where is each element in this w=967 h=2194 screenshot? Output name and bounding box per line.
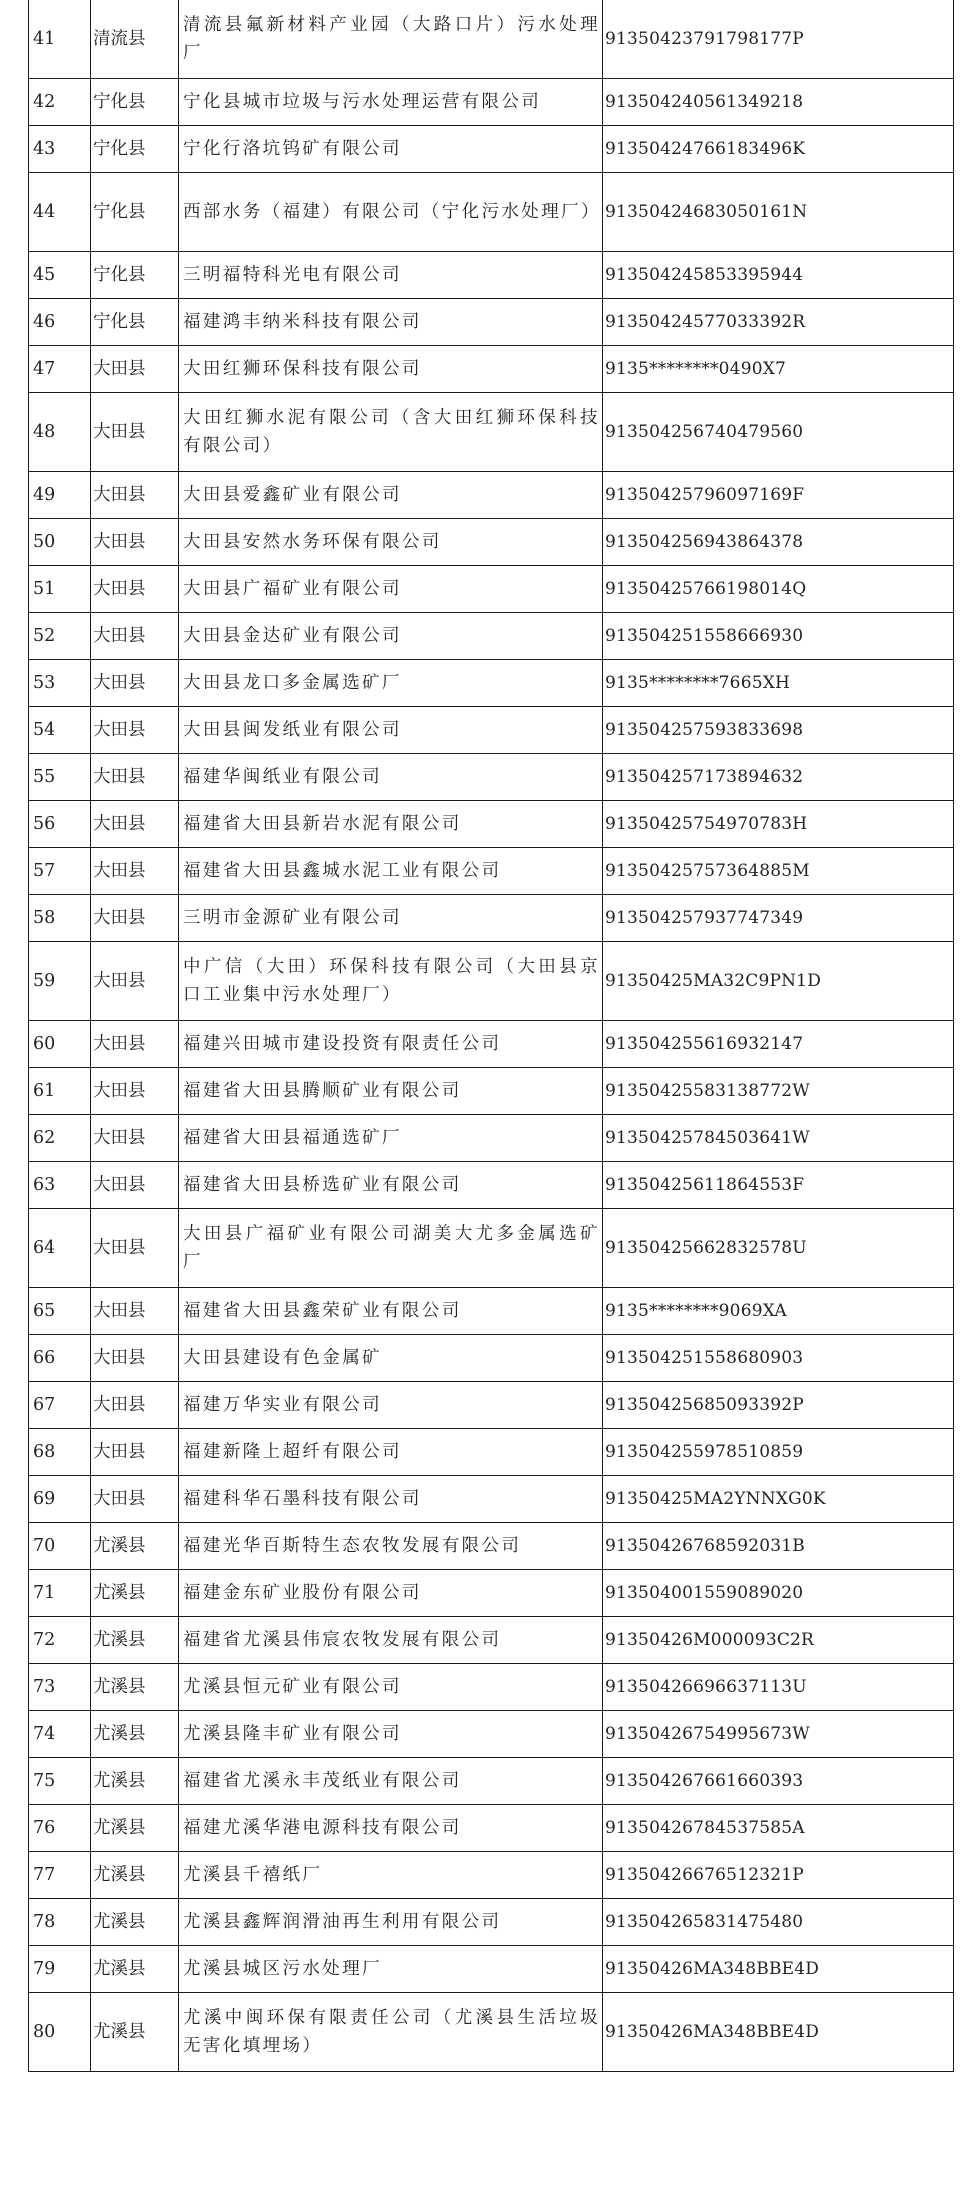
table-row	[29, 1288, 954, 1335]
company-name-cell: 福建省大田县桥选矿业有限公司	[179, 1162, 603, 1209]
county-cell: 大田县	[91, 660, 179, 707]
row-number-cell: 43	[29, 126, 91, 173]
credit-code-cell: 9135********0490X7	[603, 346, 954, 393]
county-cell: 大田县	[91, 1476, 179, 1523]
row-number-cell: 63	[29, 1162, 91, 1209]
county-cell: 大田县	[91, 472, 179, 519]
company-name-cell: 福建省大田县腾顺矿业有限公司	[179, 1068, 603, 1115]
county-cell: 大田县	[91, 566, 179, 613]
table-row	[29, 1852, 954, 1899]
row-number-cell: 44	[29, 173, 91, 252]
table-row	[29, 1115, 954, 1162]
county-cell: 宁化县	[91, 299, 179, 346]
county-cell: 大田县	[91, 1115, 179, 1162]
row-number-cell: 67	[29, 1382, 91, 1429]
company-name-cell: 尤溪县千禧纸厂	[179, 1852, 603, 1899]
table-row	[29, 1335, 954, 1382]
credit-code-cell: 913504265831475480	[603, 1899, 954, 1946]
table-row	[29, 1570, 954, 1617]
company-name-cell: 福建鸿丰纳米科技有限公司	[179, 299, 603, 346]
row-number-cell: 61	[29, 1068, 91, 1115]
credit-code-cell: 91350425611864553F	[603, 1162, 954, 1209]
row-number-cell: 45	[29, 252, 91, 299]
row-number-cell: 60	[29, 1021, 91, 1068]
credit-code-cell: 913504257937747349	[603, 895, 954, 942]
row-number-cell: 58	[29, 895, 91, 942]
county-cell: 尤溪县	[91, 1570, 179, 1617]
row-number-cell: 55	[29, 754, 91, 801]
table-row	[29, 252, 954, 299]
table-row	[29, 1021, 954, 1068]
county-cell: 大田县	[91, 1209, 179, 1288]
credit-code-cell: 91350426MA348BBE4D	[603, 1993, 954, 2072]
row-number-cell: 72	[29, 1617, 91, 1664]
credit-code-cell: 913504245853395944	[603, 252, 954, 299]
table-row	[29, 754, 954, 801]
table-row	[29, 848, 954, 895]
credit-code-cell: 9135********7665XH	[603, 660, 954, 707]
table-row	[29, 126, 954, 173]
credit-code-cell: 913504240561349218	[603, 79, 954, 126]
credit-code-cell: 91350425766198014Q	[603, 566, 954, 613]
table-row	[29, 707, 954, 754]
table-row	[29, 79, 954, 126]
credit-code-cell: 91350426MA348BBE4D	[603, 1946, 954, 1993]
credit-code-cell: 91350424683050161N	[603, 173, 954, 252]
row-number-cell: 75	[29, 1758, 91, 1805]
credit-code-cell: 913504001559089020	[603, 1570, 954, 1617]
table-row	[29, 173, 954, 252]
credit-code-cell: 91350424577033392R	[603, 299, 954, 346]
credit-code-cell: 91350424766183496K	[603, 126, 954, 173]
company-name-cell: 大田县广福矿业有限公司	[179, 566, 603, 613]
table-row	[29, 1476, 954, 1523]
credit-code-cell: 913504251558666930	[603, 613, 954, 660]
credit-code-cell: 913504257173894632	[603, 754, 954, 801]
company-name-cell: 大田县建设有色金属矿	[179, 1335, 603, 1382]
row-number-cell: 69	[29, 1476, 91, 1523]
row-number-cell: 62	[29, 1115, 91, 1162]
county-cell: 大田县	[91, 754, 179, 801]
company-name-cell: 宁化县城市垃圾与污水处理运营有限公司	[179, 79, 603, 126]
table-row	[29, 1382, 954, 1429]
credit-code-cell: 913504255616932147	[603, 1021, 954, 1068]
county-cell: 大田县	[91, 1021, 179, 1068]
company-name-cell: 福建华闽纸业有限公司	[179, 754, 603, 801]
credit-code-cell: 91350425757364885M	[603, 848, 954, 895]
company-name-cell: 大田红狮环保科技有限公司	[179, 346, 603, 393]
county-cell: 大田县	[91, 519, 179, 566]
table-row	[29, 346, 954, 393]
row-number-cell: 71	[29, 1570, 91, 1617]
company-name-cell: 清流县氟新材料产业园（大路口片）污水处理厂	[179, 0, 603, 79]
row-number-cell: 41	[29, 0, 91, 79]
county-cell: 尤溪县	[91, 1899, 179, 1946]
county-cell: 尤溪县	[91, 1993, 179, 2072]
credit-code-cell: 9135********9069XA	[603, 1288, 954, 1335]
row-number-cell: 68	[29, 1429, 91, 1476]
table-row	[29, 1711, 954, 1758]
company-name-cell: 福建省大田县鑫荣矿业有限公司	[179, 1288, 603, 1335]
county-cell: 尤溪县	[91, 1523, 179, 1570]
company-name-cell: 福建光华百斯特生态农牧发展有限公司	[179, 1523, 603, 1570]
company-name-cell: 大田红狮水泥有限公司（含大田红狮环保科技有限公司）	[179, 393, 603, 472]
credit-code-cell: 91350426696637113U	[603, 1664, 954, 1711]
row-number-cell: 47	[29, 346, 91, 393]
table-row	[29, 895, 954, 942]
table-row	[29, 1993, 954, 2072]
county-cell: 大田县	[91, 393, 179, 472]
table-row	[29, 942, 954, 1021]
county-cell: 宁化县	[91, 126, 179, 173]
county-cell: 宁化县	[91, 173, 179, 252]
company-name-cell: 宁化行洛坑钨矿有限公司	[179, 126, 603, 173]
credit-code-cell: 91350425754970783H	[603, 801, 954, 848]
company-name-cell: 大田县爱鑫矿业有限公司	[179, 472, 603, 519]
company-name-cell: 福建省大田县福通选矿厂	[179, 1115, 603, 1162]
row-number-cell: 65	[29, 1288, 91, 1335]
row-number-cell: 59	[29, 942, 91, 1021]
company-name-cell: 三明福特科光电有限公司	[179, 252, 603, 299]
row-number-cell: 52	[29, 613, 91, 660]
county-cell: 大田县	[91, 942, 179, 1021]
county-cell: 尤溪县	[91, 1664, 179, 1711]
table-row	[29, 1617, 954, 1664]
company-name-cell: 大田县安然水务环保有限公司	[179, 519, 603, 566]
company-name-cell: 中广信（大田）环保科技有限公司（大田县京口工业集中污水处理厂）	[179, 942, 603, 1021]
table-row	[29, 1899, 954, 1946]
county-cell: 大田县	[91, 1068, 179, 1115]
credit-code-cell: 913504267661660393	[603, 1758, 954, 1805]
company-name-cell: 尤溪县恒元矿业有限公司	[179, 1664, 603, 1711]
row-number-cell: 56	[29, 801, 91, 848]
credit-code-cell: 91350426768592031B	[603, 1523, 954, 1570]
credit-code-cell: 91350425662832578U	[603, 1209, 954, 1288]
row-number-cell: 73	[29, 1664, 91, 1711]
row-number-cell: 46	[29, 299, 91, 346]
credit-code-cell: 91350426754995673W	[603, 1711, 954, 1758]
table-row	[29, 1429, 954, 1476]
company-name-cell: 福建科华石墨科技有限公司	[179, 1476, 603, 1523]
credit-code-cell: 913504251558680903	[603, 1335, 954, 1382]
row-number-cell: 64	[29, 1209, 91, 1288]
row-number-cell: 48	[29, 393, 91, 472]
row-number-cell: 78	[29, 1899, 91, 1946]
company-name-cell: 福建金东矿业股份有限公司	[179, 1570, 603, 1617]
row-number-cell: 49	[29, 472, 91, 519]
credit-code-cell: 91350425583138772W	[603, 1068, 954, 1115]
table-row	[29, 393, 954, 472]
credit-code-cell: 91350425796097169F	[603, 472, 954, 519]
credit-code-cell: 913504256943864378	[603, 519, 954, 566]
table-row	[29, 660, 954, 707]
row-number-cell: 53	[29, 660, 91, 707]
county-cell: 尤溪县	[91, 1758, 179, 1805]
row-number-cell: 57	[29, 848, 91, 895]
credit-code-cell: 91350425685093392P	[603, 1382, 954, 1429]
table-row	[29, 566, 954, 613]
company-name-cell: 福建兴田城市建设投资有限责任公司	[179, 1021, 603, 1068]
company-name-cell: 福建省尤溪县伟宸农牧发展有限公司	[179, 1617, 603, 1664]
county-cell: 大田县	[91, 801, 179, 848]
county-cell: 清流县	[91, 0, 179, 79]
county-cell: 大田县	[91, 895, 179, 942]
table-row	[29, 519, 954, 566]
county-cell: 尤溪县	[91, 1711, 179, 1758]
company-name-cell: 尤溪县鑫辉润滑油再生利用有限公司	[179, 1899, 603, 1946]
row-number-cell: 80	[29, 1993, 91, 2072]
county-cell: 尤溪县	[91, 1852, 179, 1899]
county-cell: 大田县	[91, 346, 179, 393]
row-number-cell: 74	[29, 1711, 91, 1758]
company-name-cell: 大田县金达矿业有限公司	[179, 613, 603, 660]
table-row	[29, 613, 954, 660]
county-cell: 尤溪县	[91, 1946, 179, 1993]
county-cell: 大田县	[91, 1335, 179, 1382]
table-row	[29, 1946, 954, 1993]
credit-code-cell: 91350425MA2YNNXG0K	[603, 1476, 954, 1523]
credit-code-cell: 91350423791798177P	[603, 0, 954, 79]
county-cell: 宁化县	[91, 252, 179, 299]
credit-code-cell: 913504255978510859	[603, 1429, 954, 1476]
county-cell: 大田县	[91, 1382, 179, 1429]
county-cell: 大田县	[91, 1429, 179, 1476]
table-row	[29, 1758, 954, 1805]
company-name-cell: 福建省大田县新岩水泥有限公司	[179, 801, 603, 848]
enterprise-list-sheet	[28, 0, 953, 2072]
table-row	[29, 1523, 954, 1570]
table-row	[29, 801, 954, 848]
row-number-cell: 79	[29, 1946, 91, 1993]
county-cell: 大田县	[91, 1162, 179, 1209]
county-cell: 大田县	[91, 1288, 179, 1335]
row-number-cell: 51	[29, 566, 91, 613]
county-cell: 大田县	[91, 707, 179, 754]
row-number-cell: 54	[29, 707, 91, 754]
company-name-cell: 大田县龙口多金属选矿厂	[179, 660, 603, 707]
row-number-cell: 76	[29, 1805, 91, 1852]
county-cell: 大田县	[91, 848, 179, 895]
credit-code-cell: 913504256740479560	[603, 393, 954, 472]
company-name-cell: 三明市金源矿业有限公司	[179, 895, 603, 942]
company-name-cell: 福建省尤溪永丰茂纸业有限公司	[179, 1758, 603, 1805]
row-number-cell: 70	[29, 1523, 91, 1570]
county-cell: 尤溪县	[91, 1805, 179, 1852]
credit-code-cell: 91350426M000093C2R	[603, 1617, 954, 1664]
company-name-cell: 福建万华实业有限公司	[179, 1382, 603, 1429]
company-name-cell: 大田县闽发纸业有限公司	[179, 707, 603, 754]
credit-code-cell: 91350426784537585A	[603, 1805, 954, 1852]
table-row	[29, 1068, 954, 1115]
company-name-cell: 大田县广福矿业有限公司湖美大尤多金属选矿厂	[179, 1209, 603, 1288]
row-number-cell: 42	[29, 79, 91, 126]
county-cell: 尤溪县	[91, 1617, 179, 1664]
company-name-cell: 尤溪县隆丰矿业有限公司	[179, 1711, 603, 1758]
table-row	[29, 472, 954, 519]
company-name-cell: 福建省大田县鑫城水泥工业有限公司	[179, 848, 603, 895]
company-name-cell: 西部水务（福建）有限公司（宁化污水处理厂）	[179, 173, 603, 252]
company-name-cell: 福建新隆上超纤有限公司	[179, 1429, 603, 1476]
row-number-cell: 50	[29, 519, 91, 566]
company-name-cell: 福建尤溪华港电源科技有限公司	[179, 1805, 603, 1852]
county-cell: 大田县	[91, 613, 179, 660]
enterprise-table	[28, 0, 954, 2072]
county-cell: 宁化县	[91, 79, 179, 126]
credit-code-cell: 913504257593833698	[603, 707, 954, 754]
credit-code-cell: 91350426676512321P	[603, 1852, 954, 1899]
enterprise-table-body	[29, 0, 954, 2072]
table-row	[29, 299, 954, 346]
row-number-cell: 66	[29, 1335, 91, 1382]
company-name-cell: 尤溪中闽环保有限责任公司（尤溪县生活垃圾无害化填埋场）	[179, 1993, 603, 2072]
table-row	[29, 1664, 954, 1711]
row-number-cell: 77	[29, 1852, 91, 1899]
table-row	[29, 0, 954, 79]
table-row	[29, 1805, 954, 1852]
table-row	[29, 1209, 954, 1288]
table-row	[29, 1162, 954, 1209]
company-name-cell: 尤溪县城区污水处理厂	[179, 1946, 603, 1993]
credit-code-cell: 91350425784503641W	[603, 1115, 954, 1162]
credit-code-cell: 91350425MA32C9PN1D	[603, 942, 954, 1021]
